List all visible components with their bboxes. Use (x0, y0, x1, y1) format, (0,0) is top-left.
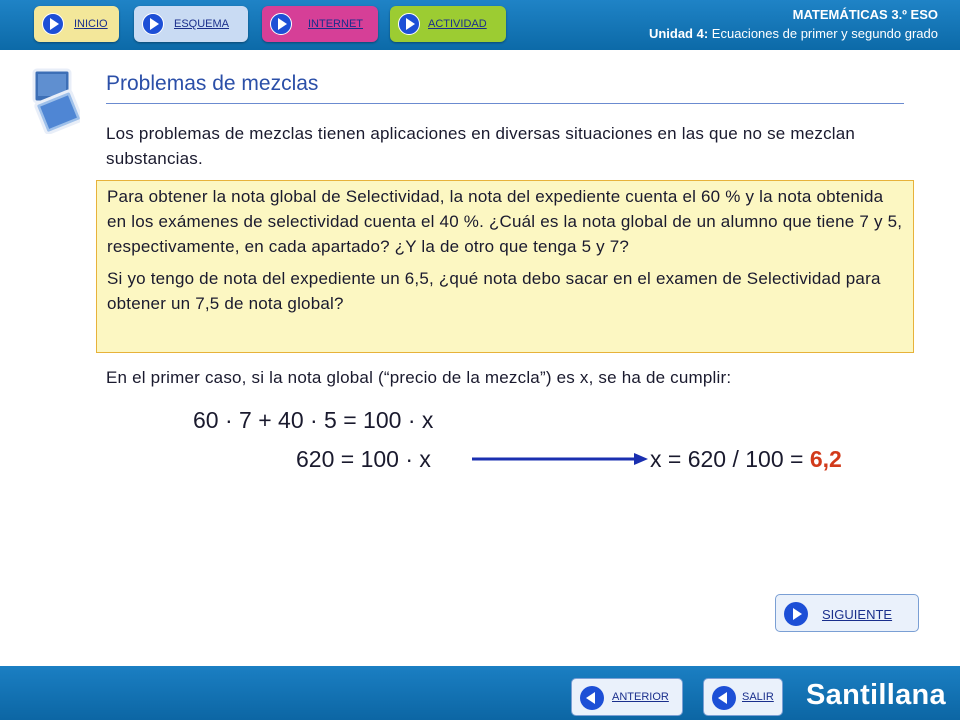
page-title: Problemas de mezclas (106, 72, 319, 95)
problem-paragraph-2: Si yo tengo de nota del expediente un 6,5, ¿qué nota debo sacar en el examen de Selectividad para obtener un 7,5 de nota global? (107, 269, 881, 313)
nav-button-esquema[interactable] (134, 6, 248, 42)
section-cards-icon (30, 66, 80, 134)
previous-button[interactable] (571, 678, 683, 716)
equation-1: 60 · 7 + 40 · 5 = 100 · x (193, 407, 434, 433)
nav-label-actividad: ACTIVIDAD (428, 18, 487, 30)
right-arrow-icon (470, 451, 650, 467)
back-arrow-icon (712, 686, 736, 710)
intro-text: Los problemas de mezclas tienen aplicaciones en diversas situaciones en las que no se mezclan substancias. (106, 124, 856, 168)
play-icon (398, 13, 420, 35)
unit-label: Unidad 4: (648, 26, 709, 41)
play-icon (142, 13, 164, 35)
next-button[interactable] (775, 594, 919, 632)
nav-button-actividad[interactable] (390, 6, 506, 42)
play-icon (270, 13, 292, 35)
equation-3 (650, 446, 842, 473)
play-icon (42, 13, 64, 35)
back-arrow-icon (580, 686, 604, 710)
equation-result: 6,2 (809, 446, 842, 472)
unit-title: Ecuaciones de primer y segundo grado (711, 26, 938, 41)
problem-paragraph-1: Para obtener la nota global de Selectividad, la nota del expediente cuenta el 60 % y la nota obtenida en los exámenes de selectividad cuenta el 40 %. ¿Cuál es la nota global de un alumno que tiene 7 y 5, respectivamente, en cada apartado? ¿Y la de otro que tenga 5 y 7? (107, 187, 903, 256)
exit-button[interactable] (703, 678, 783, 716)
exit-button-label: SALIR (742, 691, 774, 703)
nav-button-inicio[interactable] (34, 6, 119, 42)
nav-button-internet[interactable] (262, 6, 378, 42)
nav-label-esquema: ESQUEMA (174, 18, 230, 30)
play-icon (784, 602, 808, 626)
brand-logo: Santillana (806, 679, 946, 711)
next-button-label: SIGUIENTE (822, 607, 893, 622)
previous-button-label: ANTERIOR (612, 691, 669, 703)
nav-label-internet: INTERNET (308, 18, 363, 30)
nav-label-inicio: INICIO (74, 18, 108, 30)
problem-box (96, 180, 914, 353)
first-case-text: En el primer caso, si la nota global (“precio de la mezcla”) es x, se ha de cumplir: (106, 368, 732, 387)
unit-subtitle (649, 26, 938, 41)
equation-2: 620 = 100 · x (296, 446, 431, 472)
title-divider (106, 103, 904, 104)
equation-3-prefix: x = 620 / 100 = (650, 446, 810, 472)
subject-title: MATEMÁTICAS 3.º ESO (792, 7, 938, 22)
